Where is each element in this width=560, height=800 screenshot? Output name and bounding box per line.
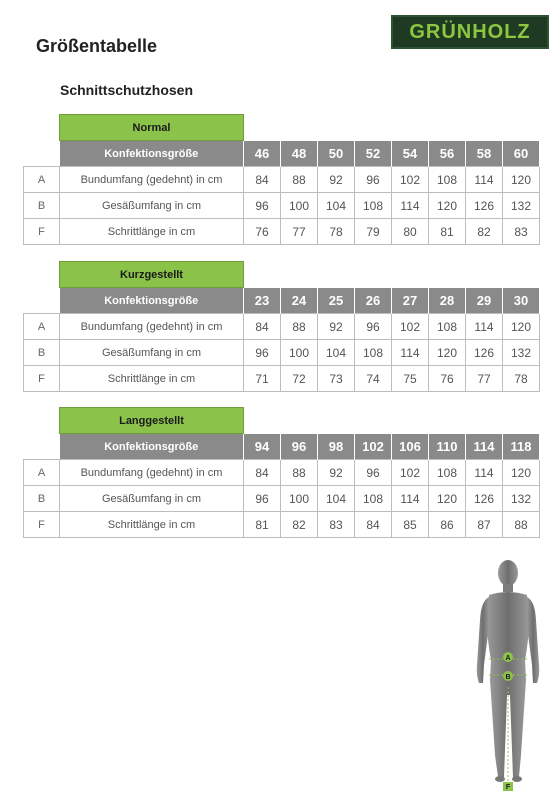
size-header: 25 [318,288,355,314]
row-label: Bundumfang (gedehnt) in cm [60,460,244,486]
blank-cell [24,408,60,434]
size-header: 27 [392,288,429,314]
row-label: Schrittlänge in cm [60,366,244,392]
row-label: Schrittlänge in cm [60,512,244,538]
table-cell: 100 [281,340,318,366]
blank-cell [244,262,540,288]
size-header: 118 [503,434,540,460]
size-header: 110 [429,434,466,460]
marker-b-label: B [505,674,511,681]
row-label: Gesäßumfang in cm [60,193,244,219]
size-header: 114 [466,434,503,460]
size-header: 106 [392,434,429,460]
table-cell: 104 [318,486,355,512]
page-title: Größentabelle [36,36,158,56]
table-cell: 77 [466,366,503,392]
table-cell: 132 [503,193,540,219]
table-cell: 108 [429,460,466,486]
row-label: Bundumfang (gedehnt) in cm [60,167,244,193]
table-cell: 96 [244,486,281,512]
row-letter: B [24,486,60,512]
table-cell: 72 [281,366,318,392]
size-header: 24 [281,288,318,314]
size-header: 56 [429,141,466,167]
table-cell: 81 [429,219,466,245]
table-cell: 81 [244,512,281,538]
row-label: Gesäßumfang in cm [60,486,244,512]
table-cell: 96 [244,193,281,219]
table-cell: 132 [503,486,540,512]
row-letter: A [24,167,60,193]
table-cell: 126 [466,193,503,219]
table-cell: 108 [355,193,392,219]
table-cell: 92 [318,314,355,340]
table-cell: 96 [244,340,281,366]
table-cell: 84 [244,314,281,340]
table-cell: 73 [318,366,355,392]
table-cell: 74 [355,366,392,392]
table-cell: 114 [392,193,429,219]
table-cell: 92 [318,167,355,193]
header-label: Konfektionsgröße [60,288,244,314]
size-header: 60 [503,141,540,167]
left-foot-shape [495,776,505,782]
table-cell: 108 [355,486,392,512]
blank-cell [244,408,540,434]
table-cell: 82 [281,512,318,538]
size-header: 94 [244,434,281,460]
table-cell: 108 [355,340,392,366]
table-row [24,314,540,340]
table-cell: 82 [466,219,503,245]
marker-f-label: F [505,784,511,791]
size-header: 58 [466,141,503,167]
table-cell: 100 [281,486,318,512]
table-cell: 84 [244,167,281,193]
row-letter: F [24,512,60,538]
size-header: 102 [355,434,392,460]
table-row [24,486,540,512]
size-table-normal [23,114,540,245]
row-label: Schrittlänge in cm [60,219,244,245]
table-cell: 92 [318,460,355,486]
table-cell: 102 [392,314,429,340]
blank-cell [24,141,60,167]
body-measurement-figure [467,555,557,795]
table-cell: 100 [281,193,318,219]
size-header: 23 [244,288,281,314]
size-header: 29 [466,288,503,314]
row-letter: F [24,219,60,245]
variant-label: Normal [60,115,244,141]
human-silhouette [467,555,557,795]
table-cell: 84 [244,460,281,486]
table-cell: 120 [429,486,466,512]
header-row [24,288,540,314]
row-letter: A [24,460,60,486]
size-header: 46 [244,141,281,167]
row-letter: F [24,366,60,392]
table-cell: 71 [244,366,281,392]
size-header: 30 [503,288,540,314]
row-letter: B [24,340,60,366]
table-row [24,460,540,486]
table-cell: 126 [466,486,503,512]
table-cell: 96 [355,167,392,193]
size-header: 26 [355,288,392,314]
variant-label: Kurzgestellt [60,262,244,288]
table-cell: 80 [392,219,429,245]
table-cell: 104 [318,340,355,366]
table-cell: 102 [392,167,429,193]
table-cell: 78 [503,366,540,392]
row-label: Bundumfang (gedehnt) in cm [60,314,244,340]
table-cell: 76 [244,219,281,245]
table-row [24,512,540,538]
header-row [24,434,540,460]
table-cell: 126 [466,340,503,366]
row-label: Gesäßumfang in cm [60,340,244,366]
size-header: 52 [355,141,392,167]
table-cell: 104 [318,193,355,219]
row-letter: A [24,314,60,340]
left-arm-shape [477,597,489,683]
variant-label: Langgestellt [60,408,244,434]
table-cell: 102 [392,460,429,486]
table-cell: 87 [466,512,503,538]
table-cell: 120 [503,167,540,193]
table-cell: 132 [503,340,540,366]
header-row [24,141,540,167]
table-cell: 83 [503,219,540,245]
blank-cell [24,434,60,460]
size-header: 98 [318,434,355,460]
section-subtitle: Schnittschutzhosen [60,82,194,98]
right-foot-shape [512,776,522,782]
size-table-langgestellt [23,407,540,538]
table-cell: 79 [355,219,392,245]
table-cell: 88 [281,167,318,193]
table-row [24,340,540,366]
right-arm-shape [527,597,539,683]
header-label: Konfektionsgröße [60,434,244,460]
blank-cell [24,288,60,314]
table-row [24,366,540,392]
table-cell: 96 [355,314,392,340]
table-cell: 88 [281,460,318,486]
table-cell: 108 [429,167,466,193]
size-header: 48 [281,141,318,167]
header-label: Konfektionsgröße [60,141,244,167]
table-cell: 85 [392,512,429,538]
table-cell: 108 [429,314,466,340]
torso-shape [487,592,529,660]
table-row [24,167,540,193]
table-cell: 84 [355,512,392,538]
head-shape [498,560,518,586]
table-cell: 120 [503,460,540,486]
table-cell: 88 [281,314,318,340]
blank-cell [24,115,60,141]
size-header: 28 [429,288,466,314]
table-cell: 96 [355,460,392,486]
table-cell: 75 [392,366,429,392]
size-header: 96 [281,434,318,460]
brand-logo: GRÜNHOLZ [391,15,549,49]
neck-shape [503,584,513,592]
blank-cell [244,115,540,141]
table-cell: 88 [503,512,540,538]
table-cell: 114 [466,460,503,486]
size-table-kurzgestellt [23,261,540,392]
table-cell: 120 [429,193,466,219]
table-cell: 86 [429,512,466,538]
table-row [24,219,540,245]
table-cell: 120 [503,314,540,340]
table-cell: 114 [392,340,429,366]
row-letter: B [24,193,60,219]
table-cell: 120 [429,340,466,366]
blank-cell [24,262,60,288]
table-cell: 83 [318,512,355,538]
table-cell: 76 [429,366,466,392]
table-cell: 77 [281,219,318,245]
table-row [24,193,540,219]
table-cell: 114 [466,314,503,340]
marker-a-label: A [505,655,511,662]
size-header: 54 [392,141,429,167]
table-cell: 114 [466,167,503,193]
size-header: 50 [318,141,355,167]
table-cell: 114 [392,486,429,512]
table-cell: 78 [318,219,355,245]
